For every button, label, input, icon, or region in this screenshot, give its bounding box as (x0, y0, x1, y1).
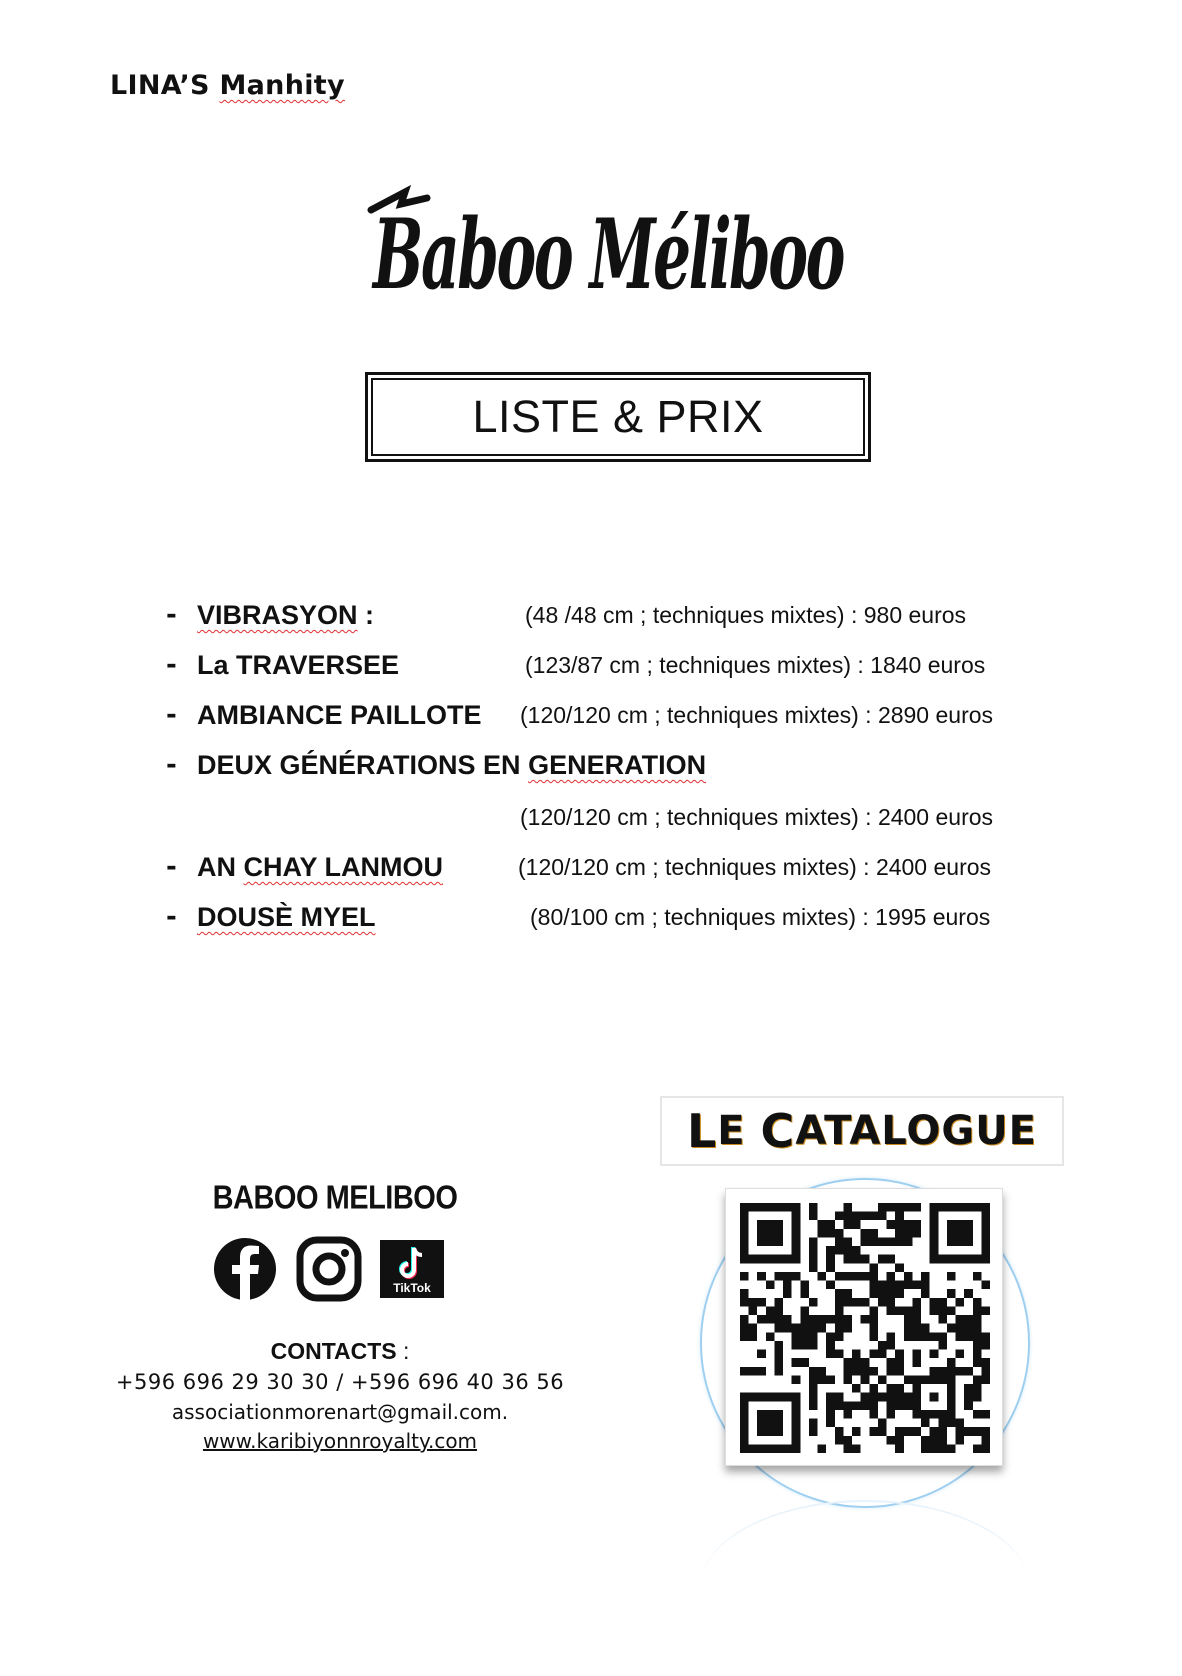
tiktok-label: TikTok (393, 1281, 431, 1295)
price-list (0, 598, 1182, 958)
artwork-name: AMBIANCE PAILLOTE (197, 700, 482, 730)
bullet-dash: - (166, 600, 177, 630)
list-item (0, 748, 1182, 788)
artwork-details: (48 /48 cm ; techniques mixtes) : 980 euros (525, 602, 967, 628)
artist-name (110, 70, 345, 101)
list-item (0, 698, 1182, 738)
qr-reflection-decoration (700, 1500, 1030, 1676)
baboo-meliboo-logo (365, 170, 855, 330)
contact-phones[interactable]: +596 696 29 30 30 / +596 696 40 36 56 (115, 1370, 565, 1394)
brand-name: BABOO MELIBOO (212, 1179, 458, 1217)
artwork-details: (120/120 cm ; techniques mixtes) : 2400 euros (520, 804, 994, 830)
artwork-details: (123/87 cm ; techniques mixtes) : 1840 euros (525, 652, 986, 678)
page-title-box (365, 372, 871, 462)
instagram-icon[interactable] (296, 1236, 362, 1302)
bullet-dash: - (166, 750, 177, 780)
artwork-details: (80/100 cm ; techniques mixtes) : 1995 euros (530, 904, 991, 930)
catalogue-label: L E C ATALOGUE (660, 1096, 1064, 1166)
artwork-name: VIBRASYON : (197, 600, 375, 630)
artwork-name: DOUSÈ MYEL (197, 902, 376, 932)
tiktok-icon[interactable] (380, 1240, 444, 1298)
logo-text: Baboo Méliboo (371, 198, 844, 311)
bullet-dash: - (166, 852, 177, 882)
contact-website-link[interactable]: www.karibiyonnroyalty.com (202, 1429, 478, 1453)
artwork-name: La TRAVERSEE (197, 650, 400, 680)
facebook-icon[interactable] (206, 1236, 284, 1302)
artist-first: LINA’S (110, 70, 210, 101)
bullet-dash: - (166, 650, 177, 680)
list-item (0, 598, 1182, 638)
artwork-name: AN CHAY LANMOU (197, 852, 444, 882)
catalogue-qr-card[interactable] (725, 1188, 1003, 1466)
list-item (0, 850, 1182, 890)
list-item (0, 648, 1182, 688)
list-item-continuation (0, 800, 1182, 840)
page-title: LISTE & PRIX (472, 391, 764, 442)
artwork-details: (120/120 cm ; techniques mixtes) : 2400 euros (518, 854, 992, 880)
bullet-dash: - (166, 700, 177, 730)
artist-surname: Manhity (219, 70, 345, 101)
artwork-name: DEUX GÉNÉRATIONS EN GENERATION (197, 750, 707, 780)
bullet-dash: - (166, 902, 177, 932)
contact-email[interactable]: associationmorenart@gmail.com. (171, 1400, 509, 1424)
artwork-details: (120/120 cm ; techniques mixtes) : 2890 euros (520, 702, 994, 728)
list-item (0, 900, 1182, 940)
contacts-heading: CONTACTS : (270, 1338, 410, 1364)
qr-code-icon[interactable] (740, 1203, 990, 1453)
